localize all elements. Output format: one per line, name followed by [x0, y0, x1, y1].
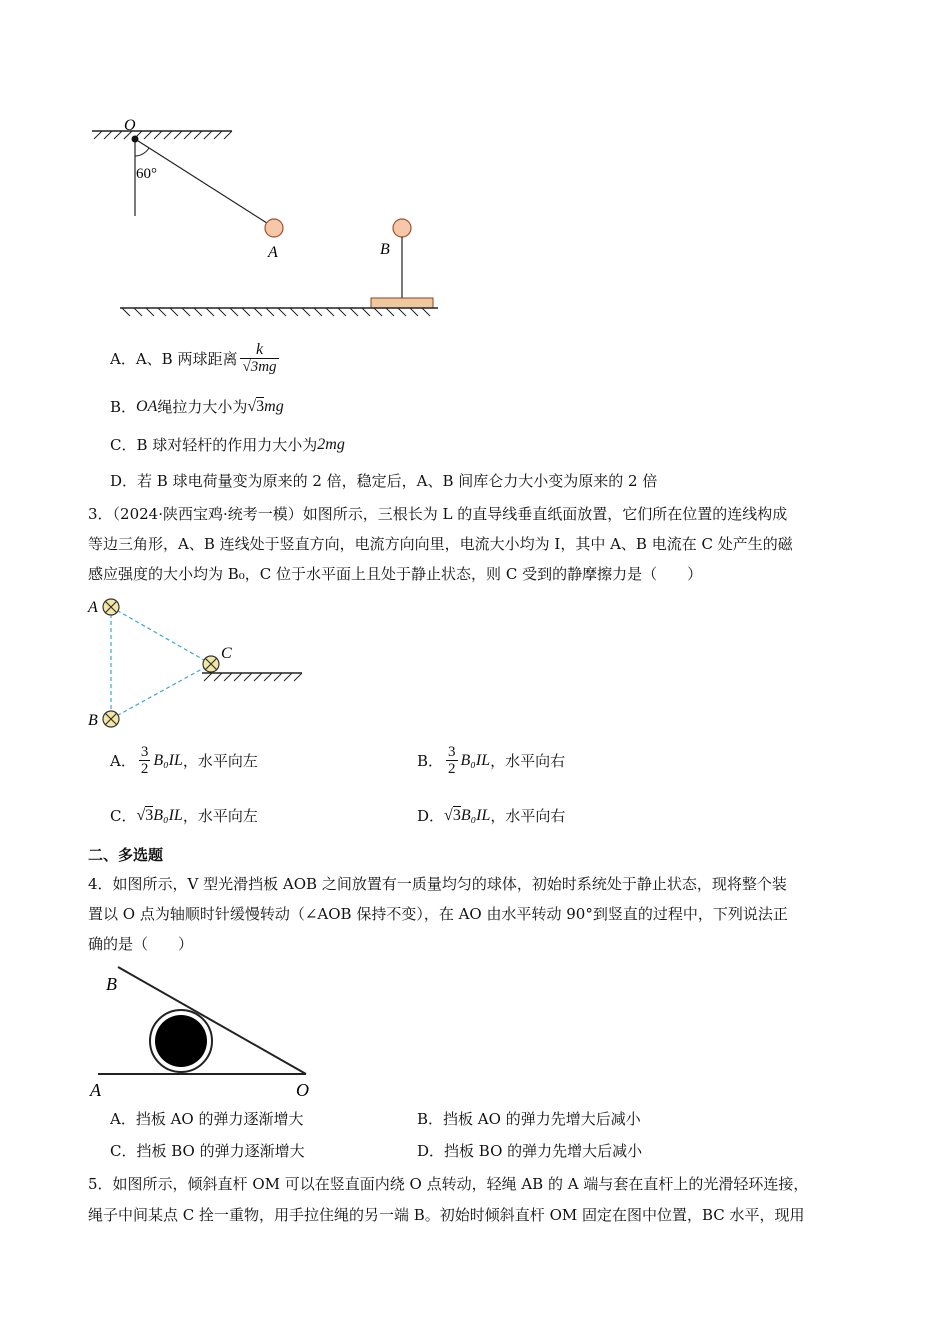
fig1-label-b: B	[380, 241, 390, 258]
section-title-multiple-choice: 二、多选题	[88, 846, 164, 864]
q2-option-c[interactable]: C．B 球对轻杆的作用力大小为 2mg	[110, 436, 345, 454]
q4-option-c[interactable]: C．挡板 BO 的弹力逐渐增大	[110, 1142, 305, 1160]
fig4-label-o: O	[296, 1080, 309, 1100]
q3-option-b[interactable]: B． $\frac{3}{2}$ B₀IL ，水平向右	[417, 744, 566, 777]
q5-line-2: 绳子中间某点 C 拴一重物，用手拉住绳的另一端 B。初始时倾斜直杆 OM 固定在图中位置，BC 水平，现用	[88, 1206, 805, 1224]
fig3-label-c: C	[221, 645, 232, 662]
wire-c-icon	[203, 656, 219, 672]
q4-line-2: 置以 O 点为轴顺时针缓慢转动（∠AOB 保持不变），在 AO 由水平转动 90°到竖直的过程中，下列说法正	[88, 905, 788, 923]
q5-line-1: 5．如图所示，倾斜直杆 OM 可以在竖直面内绕 O 点转动，轻绳 AB 的 A 端与套在直杆上的光滑轻环连接，	[88, 1175, 809, 1193]
q2-option-a-prefix: A．A、B 两球距离	[110, 349, 238, 368]
q4-line-3: 确的是（ ）	[88, 935, 194, 953]
q4-option-b[interactable]: B．挡板 AO 的弹力先增大后减小	[417, 1110, 641, 1128]
q2-option-d[interactable]: D．若 B 球电荷量变为原来的 2 倍，稳定后，A、B 间库仑力大小变为原来的 2 倍	[110, 472, 658, 490]
q4-option-a[interactable]: A．挡板 AO 的弹力逐渐增大	[110, 1110, 304, 1128]
fig4-label-a: A	[90, 1080, 101, 1100]
fig1-label-o: O	[124, 117, 136, 134]
q3-option-c[interactable]: C． √3 B₀IL ，水平向左	[110, 807, 258, 825]
q2-option-b[interactable]: B． OA 绳拉力大小为 √3 mg	[110, 398, 284, 416]
wire-a-icon	[103, 599, 119, 615]
fig1-label-a: A	[268, 244, 278, 261]
figure-v-board-ball	[84, 962, 324, 1102]
figure-three-wires	[84, 594, 314, 734]
q3-line-1: 3．（2024·陕西宝鸡·统考一模）如图所示，三根长为 L 的直导线垂直纸面放置，它们所在位置的连线构成	[88, 505, 788, 523]
q2-option-a[interactable]	[110, 342, 282, 375]
fig4-label-b: B	[106, 974, 117, 994]
figure-charged-balls	[80, 112, 460, 322]
q3-line-3: 感应强度的大小均为 B₀，C 位于水平面上且处于静止状态，则 C 受到的静摩擦力是（ ）	[88, 565, 703, 583]
q3-option-a[interactable]: A． $\frac{3}{2}$ B₀IL ，水平向左	[110, 744, 258, 777]
q3-option-d[interactable]: D． √3 B₀IL ，水平向右	[417, 807, 566, 825]
fig3-label-b: B	[88, 712, 98, 729]
q2-option-a-fraction: $\frac{k}{√3mg}$	[242, 341, 277, 375]
wire-b-icon	[103, 711, 119, 727]
q4-line-1: 4．如图所示，V 型光滑挡板 AOB 之间放置有一质量均匀的球体，初始时系统处于静止状态，现将整个装	[88, 875, 787, 893]
q4-option-d[interactable]: D．挡板 BO 的弹力先增大后减小	[417, 1142, 643, 1160]
fig3-label-a: A	[88, 599, 98, 616]
fig1-label-angle: 60°	[136, 166, 157, 182]
q3-line-2: 等边三角形，A、B 连线处于竖直方向，电流方向向里，电流大小均为 I，其中 A、B 电流在 C 处产生的磁	[88, 535, 793, 553]
